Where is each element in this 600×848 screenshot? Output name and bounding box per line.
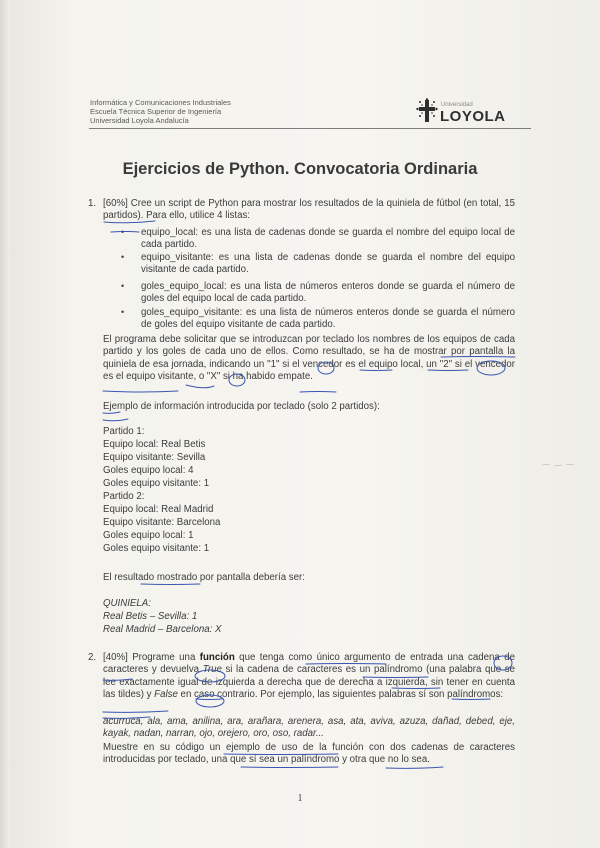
ink-underline [103, 412, 120, 413]
exercise-2-closing: Muestre en su código un ejemplo de uso de la función con dos cadenas de caracteres introducidas por teclado, una que sí sea un palíndromo y otra que no lo sea. [103, 742, 515, 766]
ink-underline [103, 391, 178, 392]
result-label: El resultado mostrado por pantalla debería ser: [103, 572, 305, 583]
page-edge-shadow [0, 0, 10, 848]
bullet-dot: • [121, 227, 125, 237]
institution-line: Universidad Loyola Andalucía [90, 116, 189, 125]
result-line: Real Madrid – Barcelona: X [103, 624, 222, 635]
example-line: Goles equipo local: 4 [103, 465, 194, 476]
ex2-text: si la cadena de caracteres es un palíndromo (una palabra que se lee exactamente igual de izquierda a derecha que de derecha a izquierda, sin tener en cuenta las tildes) y [103, 664, 515, 700]
exercise-1-program-description: El programa debe solicitar que se introduzcan por teclado los nombres de los equipos de cada partido y los goles de cada uno de ellos. Como resultado, se ha de mostrar por pantalla la quiniela de esa jornada, indicando un "1" si el vencedor es el equipo local, un "2" si el vencedor es el equipo visitante, o "X" si ha habido empate. [103, 334, 515, 382]
ex2-text: que tenga como único argumento de entrada una cadena de caracteres y devuelva [103, 652, 515, 676]
ex2-text: en caso contrario. Por ejemplo, las siguientes palabras sí son palíndromos: [177, 688, 504, 700]
palindrome-examples: acurruca, ala, ama, anilina, ara, arañara, arenera, asa, ata, aviva, azuza, dañad, debed, eje, kayak, nadan, narran, ojo, orejero, oro, oso, radar... [103, 716, 515, 740]
ink-underline [300, 392, 336, 393]
example-line: Equipo local: Real Betis [103, 439, 206, 450]
example-line: Goles equipo visitante: 1 [103, 478, 210, 489]
example-line: Partido 2: [103, 491, 145, 502]
page-title: Ejercicios de Python. Convocatoria Ordinaria [122, 160, 478, 178]
header-divider [89, 128, 531, 129]
example-line: Equipo visitante: Barcelona [103, 517, 221, 528]
ink-underline [186, 385, 214, 388]
ex2-text: [40%] Programe una [103, 652, 200, 663]
ink-underline [141, 584, 200, 585]
page-number: 1 [297, 793, 303, 804]
bullet-equipo-visitante: equipo_visitante: es una lista de cadenas donde se guarda el nombre del equipo visitante de cada partido. [141, 252, 515, 276]
example-line: Goles equipo local: 1 [103, 530, 194, 541]
result-line: QUINIELA: [103, 598, 151, 609]
bullet-dot: • [121, 252, 125, 262]
bullet-equipo-local: equipo_local: es una lista de cadenas donde se guarda el nombre del equipo local de cada partido. [141, 227, 515, 251]
logo-name: LOYOLA [440, 108, 506, 125]
example-line: Equipo visitante: Sevilla [103, 452, 206, 463]
exercise-2-number: 2. [88, 652, 97, 663]
university-logo [416, 98, 516, 128]
bullet-goles-visitante: goles_equipo_visitante: es una lista de números enteros donde se guarda el número de goles del equipo visitante de cada partido. [141, 307, 515, 331]
ex2-false: False [154, 688, 178, 700]
bullet-dot: • [121, 281, 125, 291]
example-line: Partido 1: [103, 426, 145, 437]
exercise-1-intro: [60%] Cree un script de Python para mostrar los resultados de la quiniela de fútbol (en total, 15 partidos). Para ello, utilice 4 listas: [103, 198, 515, 222]
institution-line: Informática y Comunicaciones Industriales [90, 98, 231, 107]
bullet-goles-local: goles_equipo_local: es una lista de números enteros donde se guarda el número de goles del equipo local de cada partido. [141, 281, 515, 305]
example-line: Goles equipo visitante: 1 [103, 543, 210, 554]
exercise-2-statement [103, 652, 515, 701]
paper-smudge [540, 455, 580, 475]
loyola-cross-logo-icon [416, 98, 438, 124]
institution-line: Escuela Técnica Superior de Ingeniería [90, 107, 222, 116]
ink-underline [386, 767, 443, 768]
bullet-dot: • [121, 307, 125, 317]
institution-header [90, 98, 231, 125]
result-line: Real Betis – Sevilla: 1 [103, 611, 198, 622]
ink-underline [241, 767, 338, 768]
ex2-bold-funcion: función [199, 652, 235, 663]
ex2-true: True [202, 664, 222, 676]
ink-underline [111, 232, 139, 233]
ink-underline [103, 711, 168, 712]
exercise-1-number: 1. [88, 198, 97, 209]
example-line: Equipo local: Real Madrid [103, 504, 214, 515]
ink-underline [103, 419, 128, 421]
example-label: Ejemplo de información introducida por teclado (solo 2 partidos): [103, 401, 380, 412]
logo-small-label: Universidad [441, 102, 473, 108]
